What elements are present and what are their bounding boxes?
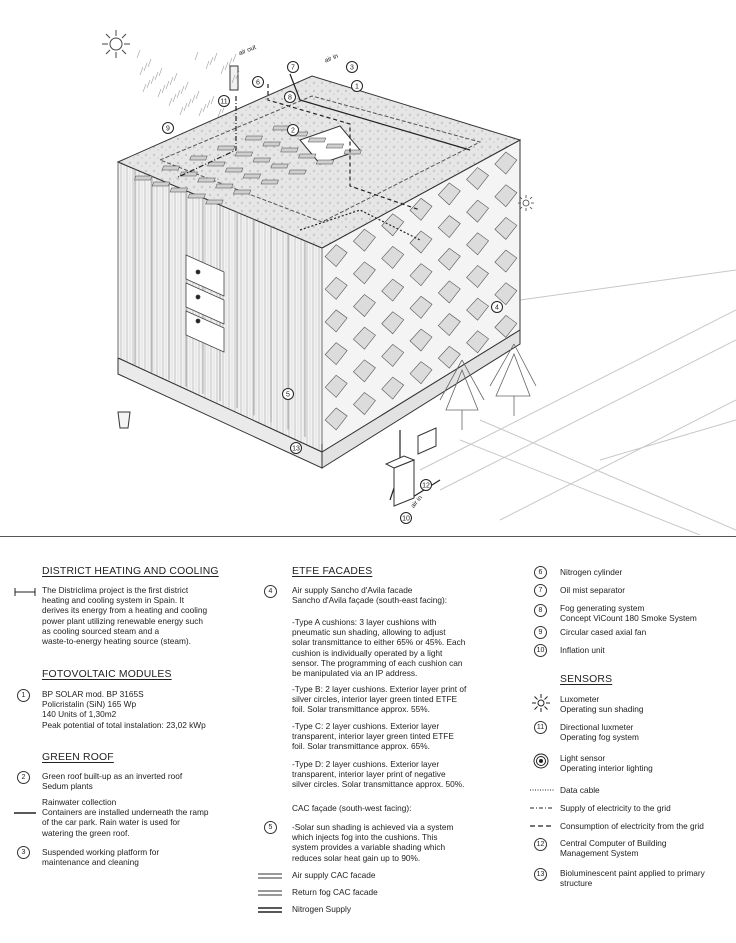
etfe-text: Air supply Sancho d'Avila facade Sancho d'Avila façade (south-east facing): bbox=[292, 585, 448, 606]
legend-column-1 bbox=[0, 537, 250, 943]
solar-panel bbox=[217, 146, 234, 150]
solar-panel bbox=[326, 144, 343, 148]
rain-streak bbox=[177, 90, 180, 98]
rain-streak bbox=[192, 95, 195, 103]
rain-streak bbox=[203, 104, 206, 112]
nitrogen-text: Nitrogen Supply bbox=[292, 904, 352, 914]
rain-streak bbox=[225, 62, 228, 70]
rain-streak bbox=[155, 72, 158, 80]
callout-5 bbox=[283, 389, 294, 400]
callout-10 bbox=[401, 513, 412, 524]
svg-text:9: 9 bbox=[166, 125, 170, 133]
solar-panel bbox=[243, 174, 260, 178]
type-b-text: -Type B: 2 layer cushions. Exterior layer print of silver circles, interior layer green tinted ETFE foil. Solar transmittance approx. 55%. bbox=[292, 684, 467, 715]
callout-12 bbox=[421, 480, 432, 491]
item-9-text: Circular cased axial fan bbox=[560, 627, 647, 637]
etfe-heading: ETFE FACADES bbox=[292, 566, 373, 577]
solar-panel bbox=[308, 138, 325, 142]
luxometer-text: Luxometer Operating sun shading bbox=[560, 694, 644, 715]
svg-text:4: 4 bbox=[495, 304, 499, 312]
rain-streak bbox=[221, 66, 224, 74]
data-cable-icon bbox=[530, 788, 554, 792]
solar-panel bbox=[263, 142, 280, 146]
callout-7 bbox=[288, 62, 299, 73]
luxometer-legend-icon bbox=[531, 693, 551, 713]
callout-4 bbox=[492, 302, 503, 313]
district-line-icon bbox=[14, 587, 36, 597]
cac-heading: CAC façade (south-west facing): bbox=[292, 803, 412, 813]
rain-streak bbox=[169, 98, 172, 106]
air-in-top-label: air in bbox=[323, 52, 340, 65]
green-roof-heading: GREEN ROOF bbox=[42, 752, 114, 763]
rain-streak bbox=[181, 86, 184, 94]
rain-streak bbox=[214, 53, 217, 61]
callout-6 bbox=[253, 77, 264, 88]
solar-panel bbox=[188, 194, 205, 198]
etfe-number: 4 bbox=[264, 585, 277, 598]
svg-text:2: 2 bbox=[291, 127, 295, 135]
pv-heading: FOTOVOLTAIC MODULES bbox=[42, 669, 172, 680]
sensors-heading: SENSORS bbox=[560, 674, 613, 685]
item-13-text: Bioluminescent paint applied to primary structure bbox=[560, 868, 705, 889]
solar-panel bbox=[198, 178, 215, 182]
item-11-text: Directional luxmeter Operating fog system bbox=[560, 722, 639, 743]
solar-panel bbox=[233, 190, 250, 194]
solar-panel bbox=[271, 164, 288, 168]
consumption-grid-text: Consumption of electricity from the grid bbox=[560, 821, 704, 831]
rain-streak bbox=[211, 96, 214, 104]
rain-streak bbox=[158, 89, 161, 97]
rain-streak bbox=[144, 63, 147, 71]
nitrogen-line-icon bbox=[258, 906, 282, 914]
svg-text:11: 11 bbox=[220, 98, 228, 106]
pv-text: BP SOLAR mod. BP 3165S Policristalin (SiN) 165 Wp 140 Units of 1,30m2 Peak potential of total instalation: 23,02 kWp bbox=[42, 689, 206, 730]
callout-3 bbox=[347, 62, 358, 73]
air-supply-line-icon bbox=[258, 872, 282, 880]
rain-streak bbox=[148, 59, 151, 67]
data-cable-text: Data cable bbox=[560, 785, 600, 795]
air-in-bottom-label: air in bbox=[409, 494, 425, 510]
svg-text:8: 8 bbox=[288, 94, 292, 102]
solar-panel bbox=[235, 152, 252, 156]
rain-streak bbox=[151, 76, 154, 84]
return-fog-text: Return fog CAC facade bbox=[292, 887, 378, 897]
green-roof-number: 2 bbox=[17, 771, 30, 784]
solar-panel bbox=[162, 166, 179, 170]
district-heading: DISTRICT HEATING AND COOLING bbox=[42, 566, 219, 577]
rain-streak bbox=[195, 52, 198, 60]
item-12-number: 12 bbox=[534, 838, 547, 851]
solar-panel bbox=[261, 180, 278, 184]
solar-panel bbox=[281, 148, 298, 152]
cac-text: -Solar sun shading is achieved via a system which injects fog into the cushions. This system provides a variable shading which reduces solar heat gain up to 90%. bbox=[292, 822, 454, 863]
legend-column-3 bbox=[528, 537, 736, 943]
rain-streak bbox=[147, 80, 150, 88]
luxometer-icon bbox=[518, 195, 534, 211]
solar-panel bbox=[289, 170, 306, 174]
solar-panel bbox=[245, 136, 262, 140]
building-body bbox=[118, 76, 520, 468]
rain-streak bbox=[162, 85, 165, 93]
air-supply-text: Air supply CAC facade bbox=[292, 870, 376, 880]
rain-streak bbox=[218, 109, 221, 117]
item-6-text: Nitrogen cylinder bbox=[560, 567, 623, 577]
rain-streak bbox=[206, 61, 209, 69]
rain-streak bbox=[159, 68, 162, 76]
cac-number: 5 bbox=[264, 821, 277, 834]
solar-panel bbox=[225, 168, 242, 172]
legend-column-2 bbox=[258, 537, 528, 943]
svg-text:13: 13 bbox=[292, 445, 300, 453]
svg-text:5: 5 bbox=[286, 391, 290, 399]
type-c-text: -Type C: 2 layer cushions. Exterior layer transparent, interior layer green tinted ETFE foil. Solar transmittance approx. 65%. bbox=[292, 721, 454, 752]
solar-panel bbox=[170, 188, 187, 192]
item-9-number: 9 bbox=[534, 626, 547, 639]
return-fog-line-icon bbox=[258, 889, 282, 897]
district-text: The Districlima project is the first district heating and cooling system in Spain. It derives its energy from a heating and cooling power plant utilizing renewable energy such as cooling sourced steam and a waste-to-energy heating source (steam). bbox=[42, 585, 208, 647]
item-8-text: Fog generating system Concept ViCount 180 Smoke System bbox=[560, 603, 697, 624]
callout-8 bbox=[285, 92, 296, 103]
rain-streak bbox=[185, 82, 188, 90]
rain-streak bbox=[173, 94, 176, 102]
sun-icon bbox=[102, 30, 130, 58]
air-out-label: air out bbox=[237, 43, 258, 58]
solar-panel bbox=[344, 150, 361, 154]
supply-grid-text: Supply of electricity to the grid bbox=[560, 803, 671, 813]
type-d-text: -Type D: 2 layer cushions. Exterior layer transparent, interior layer print of negative silver circles. Solar transmittance approx. 50%. bbox=[292, 759, 465, 790]
solar-panel bbox=[206, 200, 223, 204]
rain-streak bbox=[188, 99, 191, 107]
rain-streak bbox=[170, 77, 173, 85]
svg-text:1: 1 bbox=[355, 83, 359, 91]
legend bbox=[0, 536, 736, 943]
type-a-text: -Type A cushions: 3 layer cushions with pneumatic sun shading, allowing to adjust solar transmittance to either 65% or 45%. Each cushion is individually operated by a light sensor. The programming of each cushion can be manipulated via an IP address. bbox=[292, 617, 466, 679]
solar-panel bbox=[152, 182, 169, 186]
green-roof-text: Green roof built-up as an inverted roof Sedum plants bbox=[42, 771, 183, 792]
item-11-number: 11 bbox=[534, 721, 547, 734]
rain-streak bbox=[140, 67, 143, 75]
item-7-text: Oil mist separator bbox=[560, 585, 626, 595]
svg-text:7: 7 bbox=[291, 64, 295, 72]
svg-text:12: 12 bbox=[422, 482, 430, 490]
rain-streak bbox=[196, 91, 199, 99]
svg-text:6: 6 bbox=[256, 79, 260, 87]
item-13-number: 13 bbox=[534, 868, 547, 881]
rain-streak bbox=[233, 54, 236, 62]
solar-panel bbox=[316, 160, 333, 164]
rain-streak bbox=[199, 108, 202, 116]
item-10-number: 10 bbox=[534, 644, 547, 657]
rainwater-text: Rainwater collection Containers are installed underneath the ramp of the car park. Rain water is used for watering the green roof. bbox=[42, 797, 209, 838]
light-sensor-text: Light sensor Operating interior lighting bbox=[560, 753, 653, 774]
rainwater-line-icon bbox=[14, 811, 36, 815]
callout-1 bbox=[352, 81, 363, 92]
svg-text:10: 10 bbox=[402, 515, 410, 523]
rain-streak bbox=[180, 107, 183, 115]
item-7-number: 7 bbox=[534, 584, 547, 597]
svg-text:3: 3 bbox=[350, 64, 354, 72]
solar-panel bbox=[216, 184, 233, 188]
pv-number: 1 bbox=[17, 689, 30, 702]
solar-panel bbox=[190, 156, 207, 160]
rain-streak bbox=[137, 50, 140, 58]
platform-text: Suspended working platform for maintenance and cleaning bbox=[42, 847, 160, 868]
item-8-number: 8 bbox=[534, 604, 547, 617]
rain-streak bbox=[143, 84, 146, 92]
consumption-grid-icon bbox=[530, 824, 554, 828]
solar-panel bbox=[134, 176, 151, 180]
rain-streak bbox=[184, 103, 187, 111]
callout-2 bbox=[288, 125, 299, 136]
left-facade-openings bbox=[186, 255, 224, 352]
rain-streak bbox=[207, 100, 210, 108]
callout-9 bbox=[163, 123, 174, 134]
light-sensor-icon bbox=[533, 753, 549, 769]
platform-number: 3 bbox=[17, 846, 30, 859]
item-10-text: Inflation unit bbox=[560, 645, 605, 655]
solar-panel bbox=[298, 154, 315, 158]
rain-streak bbox=[174, 73, 177, 81]
rain-streak bbox=[229, 58, 232, 66]
rain-streak bbox=[210, 57, 213, 65]
solar-panel bbox=[253, 158, 270, 162]
supply-grid-icon bbox=[530, 806, 554, 810]
rain-streak bbox=[166, 81, 169, 89]
item-6-number: 6 bbox=[534, 566, 547, 579]
callout-13 bbox=[291, 443, 302, 454]
callout-11 bbox=[219, 96, 230, 107]
item-12-text: Central Computer of Building Management System bbox=[560, 838, 667, 859]
